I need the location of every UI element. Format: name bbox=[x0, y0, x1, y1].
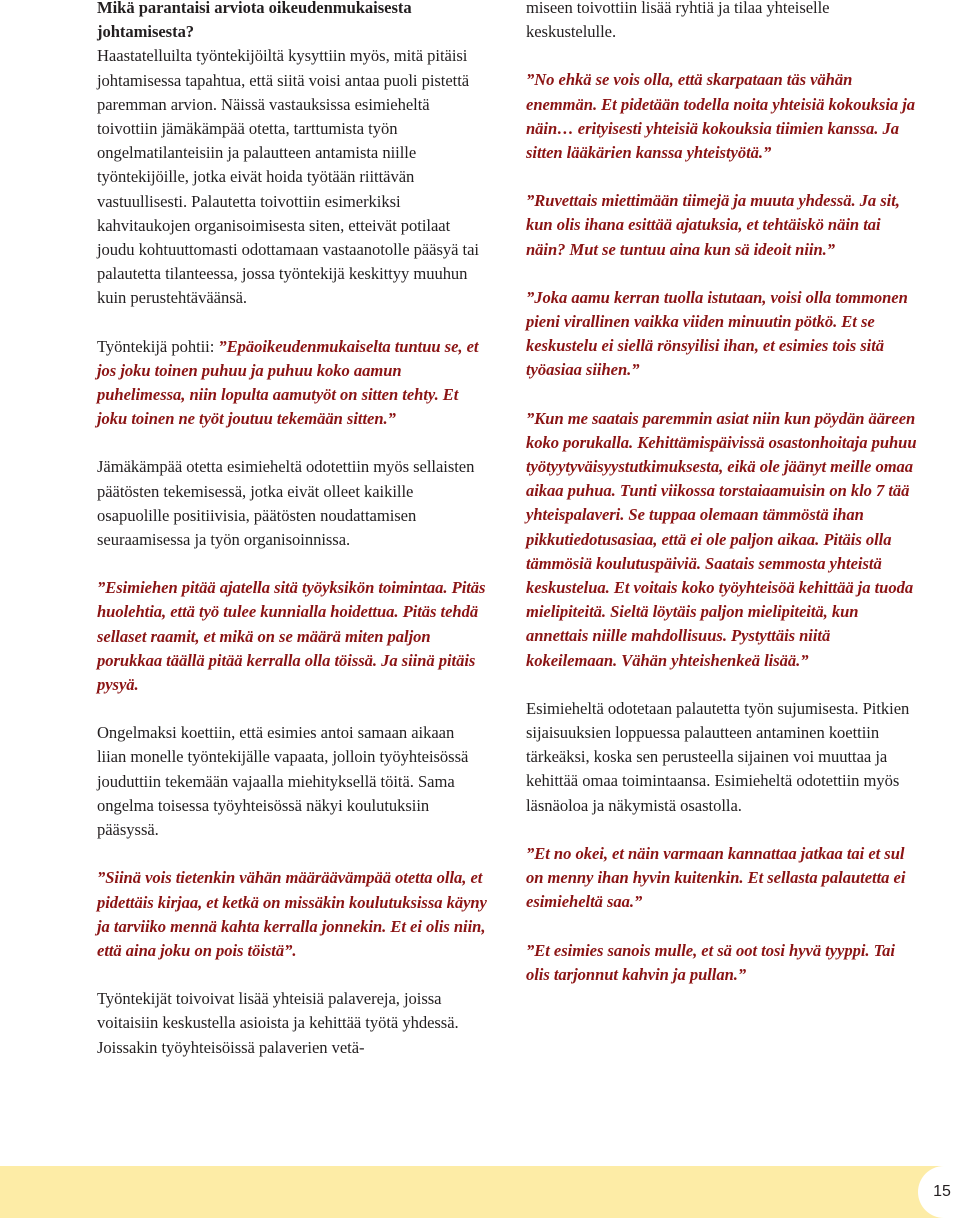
quote-8: ”Et esimies sanois mulle, et sä oot tosi hyvä tyyppi. Tai olis tarjonnut kahvin ja pullan.” bbox=[526, 940, 895, 984]
body-paragraph-5: Työntekijät toivoivat lisää yhteisiä palavereja, joissa voitaisiin keskustella asioista ja kehittää työtä yhdessä. Joissakin työyhteisöissä palaverien vetä- bbox=[97, 989, 459, 1057]
quote-3: ”No ehkä se vois olla, että skarpataan täs vähän enemmän. Et pidetään todella noita yhteisiä kokouksia ja näin… erityisesti yhteisiä kokouksia tiimien kanssa. Ja sitten lääkärien kanssa yhteistyötä.” bbox=[526, 70, 916, 163]
footer-band bbox=[0, 1166, 960, 1218]
body-paragraph-continued: miseen toivottiin lisää ryhtiä ja tilaa yhteiselle keskustelulle. bbox=[526, 0, 830, 42]
paragraph-intro: Työntekijä pohtii: bbox=[97, 336, 219, 356]
quote-7: ”Et no okei, et näin varmaan kannattaa jatkaa tai et sul on menny ihan hyvin kuitenkin. Et sellasta palautetta ei esimieheltä saa.” bbox=[526, 843, 906, 912]
body-paragraph-1: Haastatelluilta työntekijöiltä kysyttiin myös, mitä pitäisi johtamisessa tapahtua, että siitä voisi antaa puoli pistettä paremman arvion. Näissä vastauksissa esimieheltä toivottiin jämäkämpää otetta, tarttumista työn ongelmatilanteisiin ja palautteen antamista niille työntekijöille, jotka eivät hoida työtään riittävän vastuullisesti. Palautetta toivottiin esimerkiksi kahvitaukojen organisoimisesta siten, etteivät potilaat joudu kohtuuttomasti odottamaan vastaanotolle pääsyä tai palautetta tilanteessa, jossa työntekijä keskittyy muuhun kuin perustehtäväänsä. bbox=[97, 46, 479, 308]
quote-4: ”Ruvettais miettimään tiimejä ja muuta yhdessä. Ja sit, kun olis ihana esittää ajatuksia, et tehtäiskö näin tai näin? Mut se tuntuu aina kun sä ideoit niin.” bbox=[526, 191, 900, 259]
body-paragraph-2 bbox=[97, 335, 487, 432]
body-paragraph-3: Jämäkämpää otetta esimieheltä odotettiin myös sellaisten päätösten tekemisessä, jotka eivät olleet kaikille osapuolille positiivisia, päätösten noudattamisen seuraamisessa ja työn organisoinnissa. bbox=[97, 457, 475, 550]
left-column bbox=[97, 0, 487, 1060]
right-column bbox=[526, 0, 918, 987]
body-paragraph-6: Esimieheltä odotetaan palautetta työn sujumisesta. Pitkien sijaisuuksien loppuessa palautteen antaminen koettiin tärkeäksi, koska sen perusteella sijainen voi muuttaa ja kehittää omaa toimintaansa. Esimieheltä odotettiin myös läsnäoloa ja näkymistä osastolla. bbox=[526, 698, 910, 815]
quote-inline: ”Epäoikeudenmukaiselta tuntuu se, et jos joku toinen puhuu ja puhuu koko aamun puhelimessa, niin lopulta aamutyöt on sitten tehty. Et joku toinen ne työt joutuu tekemään sitten.” bbox=[97, 336, 479, 429]
quote-2: ”Siinä vois tietenkin vähän määräävämpää otetta olla, et pidettäis kirjaa, et ketkä on missäkin koulutuksissa käyny ja tarviiko mennä kahta kerralla jonnekin. Et ei olis niin, että aina joku on pois töistä”. bbox=[97, 868, 487, 960]
quote-5: ”Joka aamu kerran tuolla istutaan, voisi olla tommonen pieni virallinen vaikka viiden minuutin pötkö. Et se keskustelu ei siellä rönsyilisi ihan, et esimies tois sitä työasiaa siihen.” bbox=[526, 287, 908, 380]
quote-1: ”Esimiehen pitää ajatella sitä työyksikön toimintaa. Pitäs huolehtia, että työ tulee kunnialla hoidettua. Pitäs tehdä sellaset raamit, et mikä on se määrä miten paljon porukkaa täällä pitää kerralla olla töissä. Ja siinä pitäis pysyä. bbox=[97, 578, 486, 695]
section-heading: Mikä parantaisi arviota oikeudenmukaisesta johtamisesta? bbox=[97, 0, 412, 42]
body-paragraph-4: Ongelmaksi koettiin, että esimies antoi samaan aikaan liian monelle työntekijälle vapaata, jolloin työyhteisössä jouduttiin tekemään vajaalla miehityksellä töitä. Sama ongelma toisessa työyhteisössä näkyi koulutuksiin pääsyssä. bbox=[97, 723, 469, 840]
quote-6: ”Kun me saatais paremmin asiat niin kun pöydän ääreen koko porukalla. Kehittämispäivissä osastonhoitaja puhuu työtyytyväisyystutkimuksesta, eikä ole jäänyt meille omaa aikaa puhua. Tunti viikossa torstaiaamuisin on klo 7 tää yhteispalaveri. Se tuppaa olemaan tämmöstä ihan pikkutiedotusasiaa, että ei ole paljon aikaa. Pitäis olla tämmösiä koulutuspäiviä. Saatais semmosta yhteistä keskustelua. Et voitais koko työyhteisöä kehittää ja tuoda mielipiteitä. Sieltä löytäis paljon mielipiteitä, kun annettais niille mahdollisuus. Pystyttäis niitä kokeilemaan. Vähän yhteishenkeä lisää.” bbox=[526, 408, 917, 670]
page-number: 15 bbox=[933, 1183, 951, 1200]
